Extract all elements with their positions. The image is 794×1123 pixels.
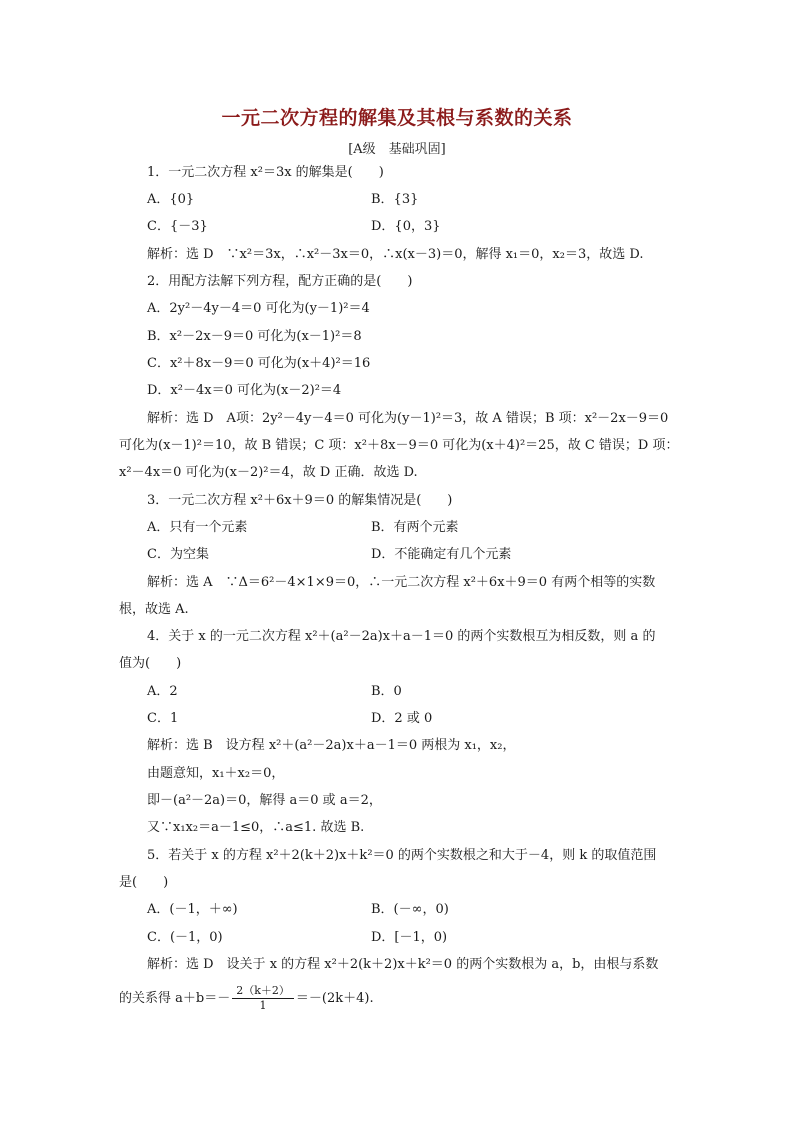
solution-1: 解析：选 D ∵x²＝3x，∴x²－3x＝0，∴x(x－3)＝0，解得 x₁＝0，x₂＝3，故选 D. (147, 247, 644, 262)
question-1: 1．一元二次方程 x²＝3x 的解集是( ) (147, 165, 384, 180)
question-5-cont: 是( ) (119, 875, 169, 890)
option-4d: D．2 或 0 (371, 711, 433, 726)
fraction-numerator: 2（k＋2） (232, 984, 294, 999)
section-heading: [A级 基础巩固] (348, 142, 446, 157)
option-5b: B．(－∞，0) (371, 902, 449, 917)
option-2b: B．x²－2x－9＝0 可化为(x－1)²＝8 (147, 329, 362, 344)
option-3b: B．有两个元素 (371, 520, 459, 535)
solution-2-line-1: 解析：选 D A项：2y²－4y－4＝0 可化为(y－1)²＝3，故 A 错误；B 项：x²－2x－9＝0 (147, 411, 669, 426)
option-5c: C．(－1，0) (147, 930, 223, 945)
solution-4-line-4: 又∵x₁x₂＝a－1≤0，∴a≤1. 故选 B. (147, 820, 365, 835)
solution-4-line-1: 解析：选 B 设方程 x²＋(a²－2a)x＋a－1＝0 两根为 x₁，x₂， (147, 738, 516, 753)
option-1a: A．{0} (147, 192, 195, 207)
option-1d: D．{0，3} (371, 219, 441, 234)
option-5a: A．(－1，＋∞) (147, 902, 238, 917)
solution-5-line-2 (119, 984, 374, 1013)
fraction-denominator: 1 (259, 999, 267, 1012)
option-4a: A．2 (147, 684, 178, 699)
option-3d: D．不能确定有几个元素 (371, 547, 512, 562)
option-3c: C．为空集 (147, 547, 209, 562)
option-4c: C．1 (147, 711, 179, 726)
question-5: 5．若关于 x 的方程 x²＋2(k＋2)x＋k²＝0 的两个实数根之和大于－4，则 k 的取值范围 (147, 848, 657, 863)
solution-3-line-2: 根，故选 A. (119, 602, 189, 617)
solution-4-line-3: 即－(a²－2a)＝0，解得 a＝0 或 a＝2， (147, 793, 382, 808)
option-5d: D．[－1，0) (371, 930, 448, 945)
option-3a: A．只有一个元素 (147, 520, 248, 535)
solution-3-line-1: 解析：选 A ∵Δ＝6²－4×1×9＝0，∴一元二次方程 x²＋6x＋9＝0 有两个相等的实数 (147, 575, 656, 590)
page-title: 一元二次方程的解集及其根与系数的关系 (221, 107, 573, 129)
solution-5-line-1: 解析：选 D 设关于 x 的方程 x²＋2(k＋2)x＋k²＝0 的两个实数根为 a，b，由根与系数 (147, 957, 659, 972)
option-2a: A．2y²－4y－4＝0 可化为(y－1)²＝4 (147, 301, 370, 316)
option-4b: B．0 (371, 684, 402, 699)
solution-2-line-3: x²－4x＝0 可化为(x－2)²＝4，故 D 正确．故选 D. (119, 465, 418, 480)
option-1b: B．{3} (371, 192, 419, 207)
option-2c: C．x²＋8x－9＝0 可化为(x＋4)²＝16 (147, 356, 371, 371)
question-3: 3．一元二次方程 x²＋6x＋9＝0 的解集情况是( ) (147, 493, 453, 508)
solution-5-suffix: ＝－(2k＋4). (295, 991, 374, 1006)
option-2d: D．x²－4x＝0 可化为(x－2)²＝4 (147, 383, 342, 398)
solution-5-prefix: 的关系得 a＋b＝－ (119, 991, 231, 1006)
question-4-cont: 值为( ) (119, 656, 182, 671)
fraction (232, 984, 294, 1013)
solution-2-line-2: 可化为(x－1)²＝10，故 B 错误；C 项：x²＋8x－9＝0 可化为(x＋4)²＝25，故 C 错误；D 项： (119, 438, 679, 453)
option-1c: C．{－3} (147, 219, 208, 234)
question-2: 2．用配方法解下列方程，配方正确的是( ) (147, 274, 413, 289)
solution-4-line-2: 由题意知，x₁＋x₂＝0， (147, 766, 285, 781)
question-4: 4．关于 x 的一元二次方程 x²＋(a²－2a)x＋a－1＝0 的两个实数根互为相反数，则 a 的 (147, 629, 656, 644)
